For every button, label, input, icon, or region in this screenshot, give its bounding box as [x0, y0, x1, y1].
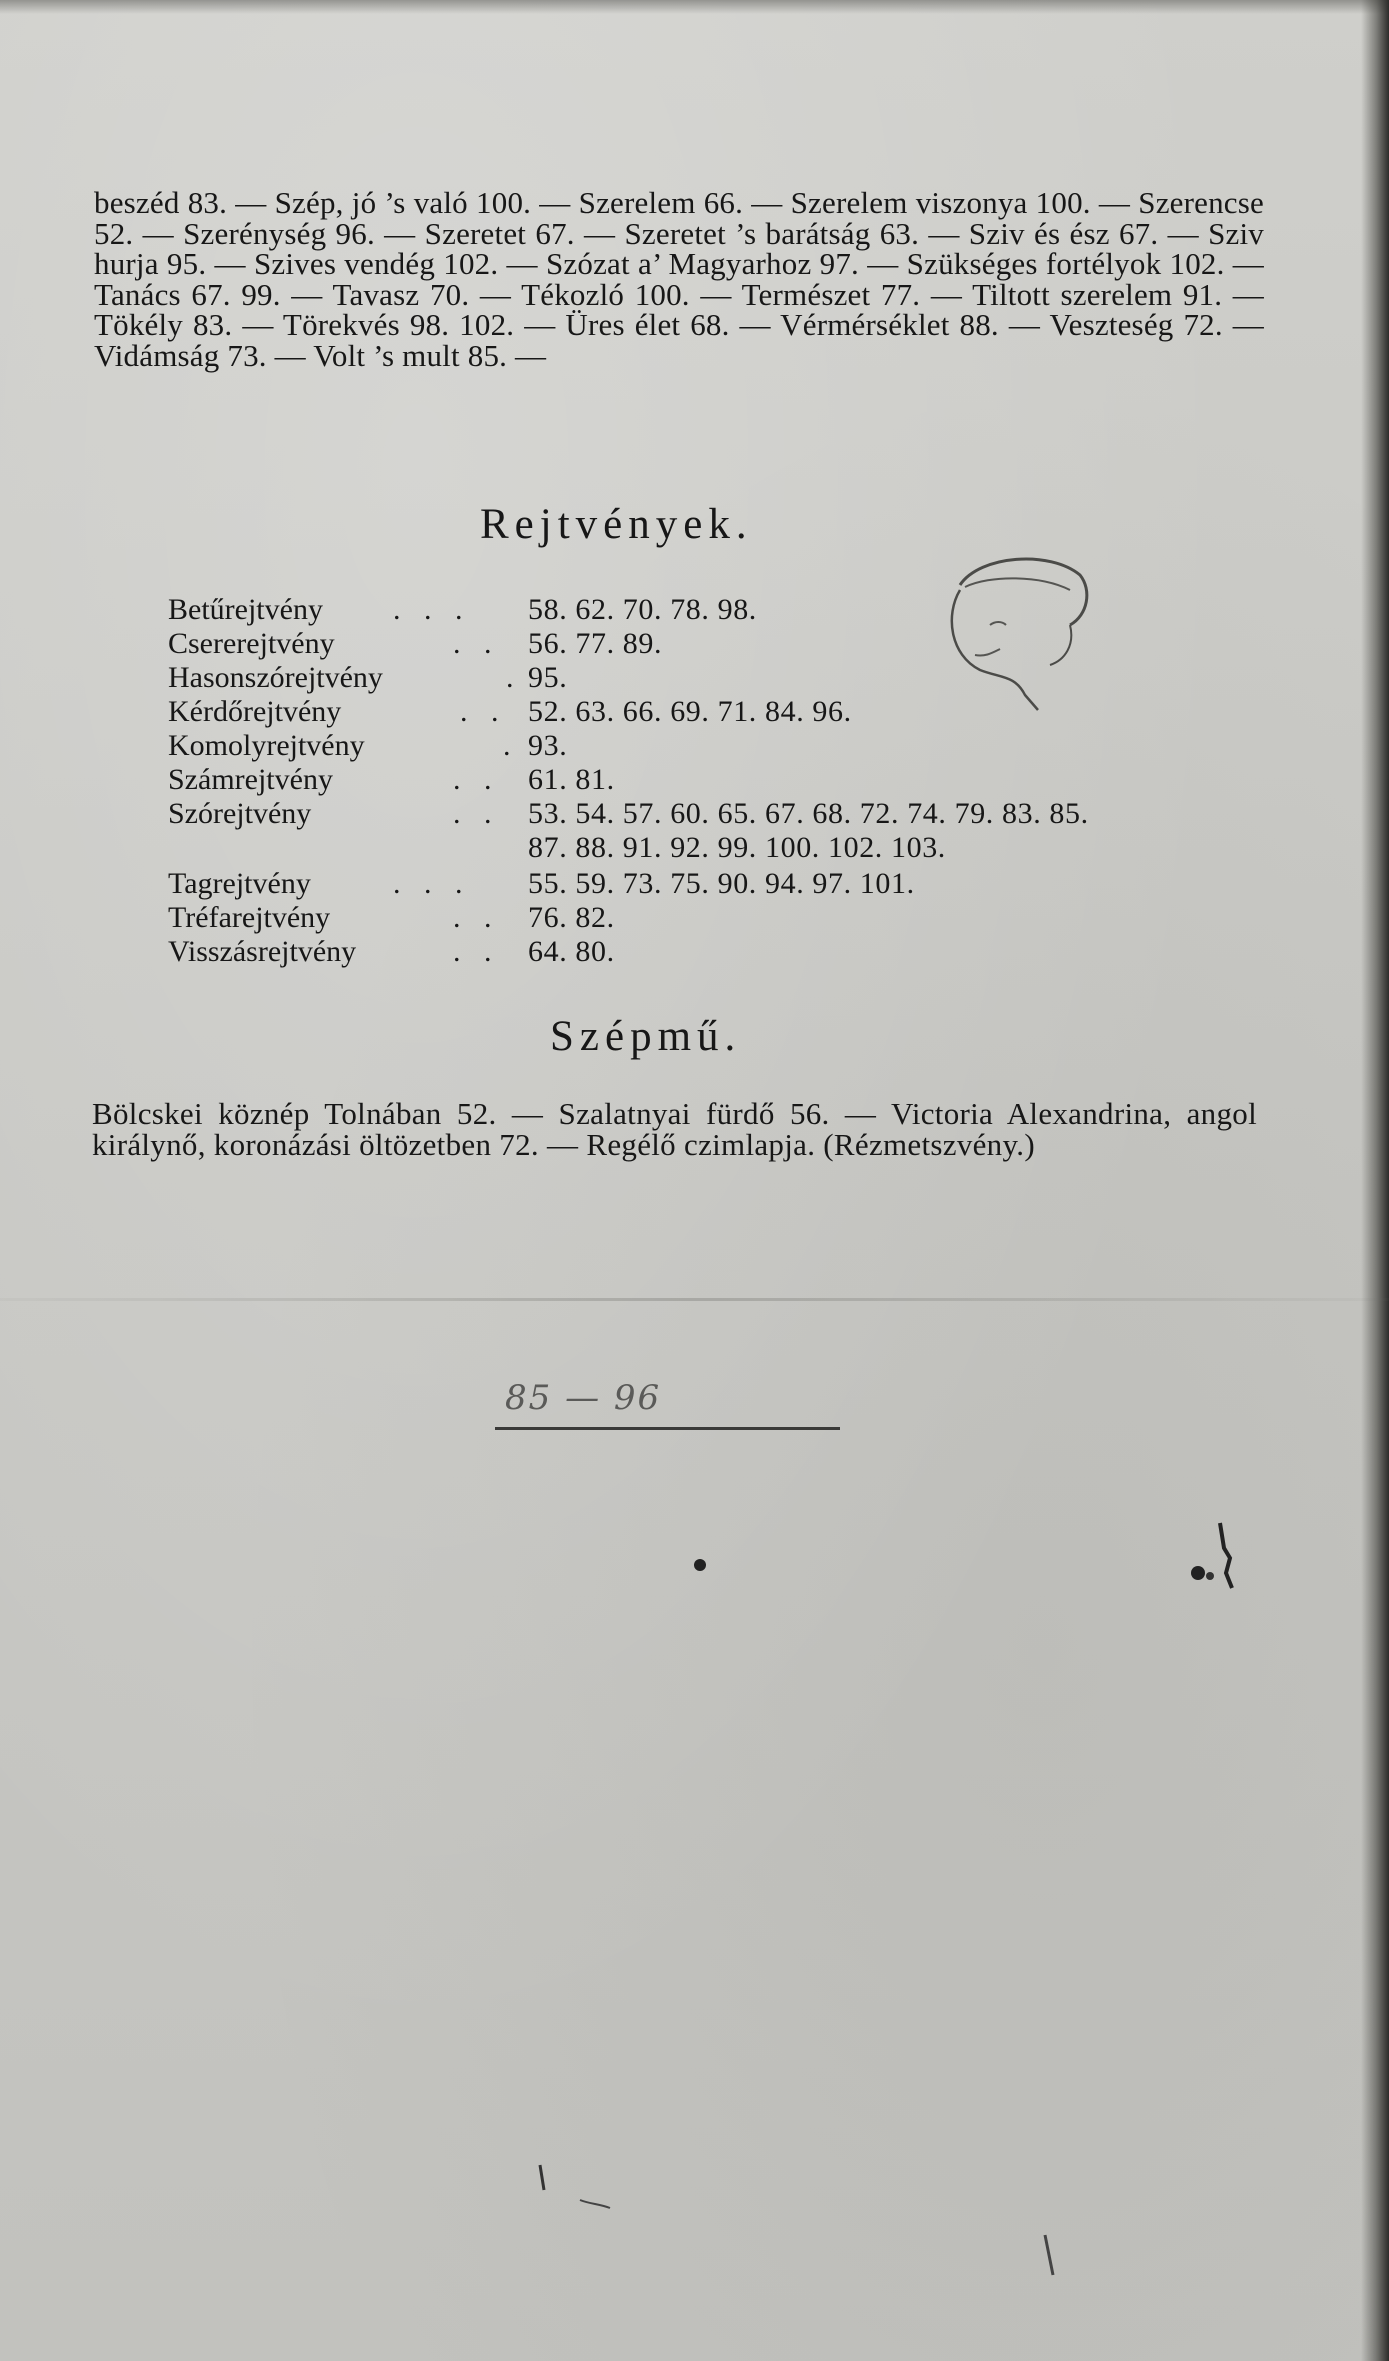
puzzle-page-numbers: 58. 62. 70. 78. 98. [528, 593, 757, 626]
ink-blot [1180, 1518, 1250, 1598]
ink-underline [495, 1427, 840, 1430]
puzzle-page-numbers: 64. 80. [528, 935, 615, 968]
leader-dots: . . [453, 901, 500, 934]
puzzle-type-name: Hasonszórejtvény [168, 661, 383, 694]
puzzle-type-name: Csererejtvény [168, 627, 335, 660]
page-top-shadow [0, 0, 1389, 14]
leader-dots: . . [453, 797, 500, 830]
leader-dots: . . . [393, 867, 471, 900]
puzzle-type-name: Számrejtvény [168, 763, 333, 796]
puzzle-page-numbers: 56. 77. 89. [528, 627, 663, 660]
puzzle-page-numbers: 55. 59. 73. 75. 90. 94. 97. 101. [528, 867, 915, 900]
leader-dots: . . [453, 763, 500, 796]
puzzle-page-numbers: 93. [528, 729, 568, 762]
page-binding-edge [1361, 0, 1389, 2361]
ink-speck [520, 2160, 630, 2220]
ink-dot [690, 1555, 710, 1575]
puzzle-page-numbers: 95. [528, 661, 568, 694]
leader-dots: . . . [393, 593, 471, 626]
puzzle-page-numbers: 52. 63. 66. 69. 71. 84. 96. [528, 695, 852, 728]
ink-speck [1035, 2230, 1065, 2280]
szepmu-paragraph: Bölcskei köznép Tolnában 52. — Szalatnyai fürdő 56. — Victoria Alexandrina, angol királynő, koronázási öltözetben 72. — Regélő czimlapja. (Rézmetszvény.) [92, 1096, 1257, 1162]
puzzle-page-numbers: 53. 54. 57. 60. 65. 67. 68. 72. 74. 79. 83. 85. [528, 797, 1089, 830]
puzzle-page-numbers: 61. 81. [528, 763, 615, 796]
puzzle-type-name: Tréfarejtvény [168, 901, 331, 934]
puzzle-type-name: Visszásrejtvény [168, 935, 357, 968]
handwritten-page-range: 85 — 96 [505, 1378, 662, 1418]
puzzle-page-numbers: 76. 82. [528, 901, 615, 934]
leader-dots: . [503, 729, 519, 762]
puzzle-type-name: Komolyrejtvény [168, 729, 365, 762]
puzzle-type-name: Szórejtvény [168, 797, 312, 830]
leader-dots: . . [453, 627, 500, 660]
page-fold-line [0, 1298, 1389, 1301]
pencil-sketch-head [920, 545, 1100, 715]
rejtvenyek-heading: Rejtvények. [480, 501, 753, 548]
szepmu-heading: Szépmű. [550, 1013, 742, 1060]
index-paragraph: beszéd 83. — Szép, jó ’s való 100. — Szerelem 66. — Szerelem viszonya 100. — Szerencse 52. — Szerénység 96. — Szeretet 67. — Szeretet ’s barátság 63. — Sziv és ész 67. — Sziv hurja 95. — Szives vendég 102. — Szózat a’ Magyarhoz 97. — Szükséges fortélyok 102. — Tanács 67. 99. — Tavasz 70. — Tékozló 100. — Természet 77. — Tiltott szerelem 91. — Tökély 83. — Törekvés 98. 102. — Üres élet 68. — Vérmérséklet 88. — Veszteség 72. — Vidámság 73. — Volt ’s mult 85. — [94, 185, 1264, 373]
puzzle-type-name: Kérdőrejtvény [168, 695, 342, 728]
leader-dots: . [506, 661, 522, 694]
leader-dots: . . [453, 935, 500, 968]
leader-dots: . . [460, 695, 507, 728]
puzzle-page-numbers: 87. 88. 91. 92. 99. 100. 102. 103. [528, 831, 946, 864]
puzzle-type-name: Tagrejtvény [168, 867, 311, 900]
puzzle-type-name: Betűrejtvény [168, 593, 323, 626]
